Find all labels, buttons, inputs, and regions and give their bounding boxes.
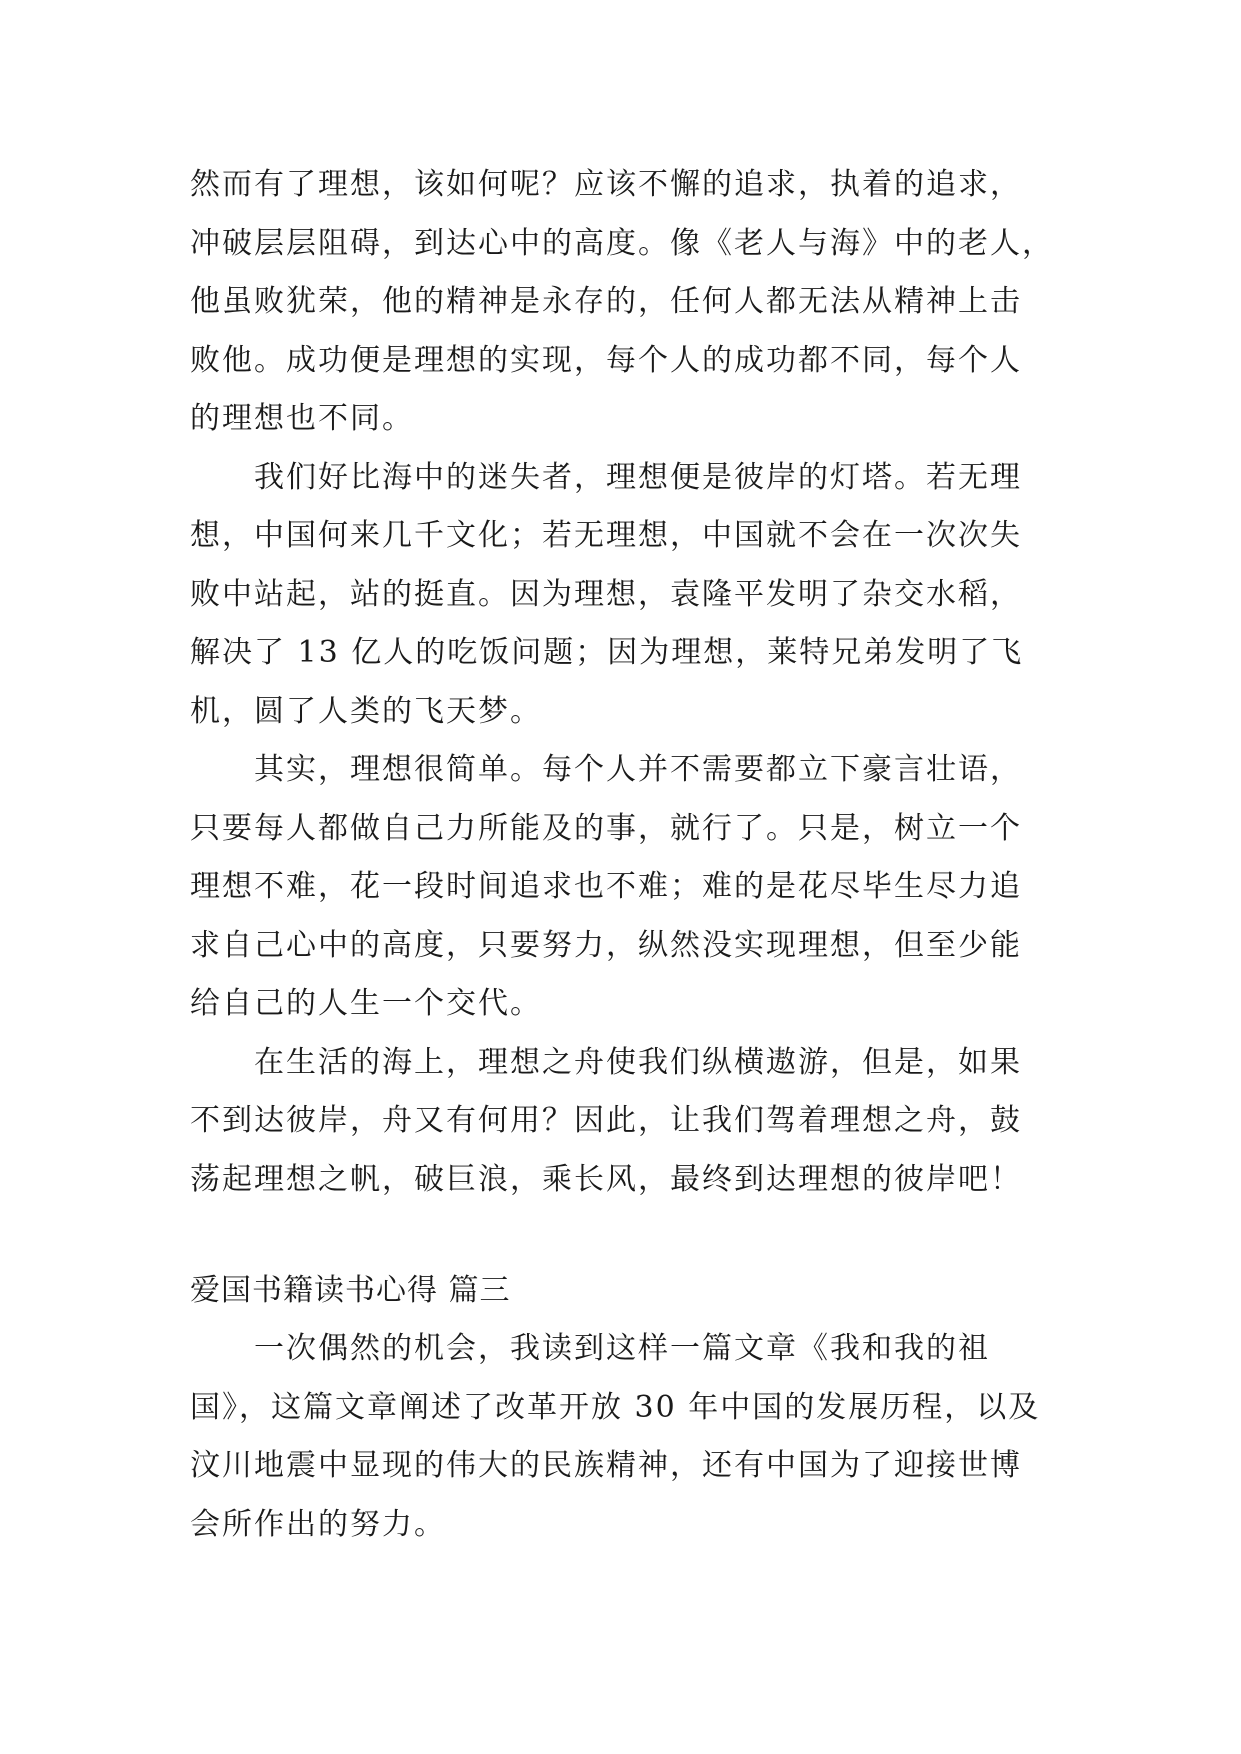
text-line: 在生活的海上，理想之舟使我们纵横遨游，但是，如果 bbox=[190, 1044, 1022, 1080]
text-line: 冲破层层阻碍，到达心中的高度。像《老人与海》中的老人， bbox=[190, 225, 1054, 261]
text-line: 然而有了理想，该如何呢？应该不懈的追求，执着的追求， bbox=[190, 167, 1022, 202]
text-line: 不到达彼岸，舟又有何用？因此，让我们驾着理想之舟，鼓 bbox=[190, 1103, 1022, 1138]
text-line: 败中站起，站的挺直。因为理想，袁隆平发明了杂交水稻， bbox=[190, 576, 1022, 612]
text-line: 求自己心中的高度，只要努力，纵然没实现理想，但至少能 bbox=[190, 927, 1022, 963]
text-line: 荡起理想之帆，破巨浪，乘长风，最终到达理想的彼岸吧！ bbox=[190, 1161, 1022, 1197]
text-line: 我们好比海中的迷失者，理想便是彼岸的灯塔。若无理 bbox=[190, 459, 1022, 495]
text-line: 其实，理想很简单。每个人并不需要都立下豪言壮语， bbox=[190, 752, 1022, 787]
text-line: 国》，这篇文章阐述了改革开放 30 年中国的发展历程，以及 bbox=[190, 1389, 1041, 1425]
text-line: 给自己的人生一个交代。 bbox=[190, 986, 542, 1021]
text-line: 想，中国何来几千文化；若无理想，中国就不会在一次次失 bbox=[190, 518, 1022, 553]
text-line: 一次偶然的机会，我读到这样一篇文章《我和我的祖 bbox=[190, 1331, 990, 1366]
text-line: 败他。成功便是理想的实现，每个人的成功都不同，每个人 bbox=[190, 342, 1022, 378]
text-line: 理想不难，花一段时间追求也不难；难的是花尽毕生尽力追 bbox=[190, 869, 1022, 904]
text-line: 他虽败犹荣，他的精神是永存的，任何人都无法从精神上击 bbox=[190, 284, 1022, 319]
body-text-part-1 bbox=[190, 156, 1070, 1209]
text-line: 汶川地震中显现的伟大的民族精神，还有中国为了迎接世博 bbox=[190, 1448, 1022, 1483]
text-line: 会所作出的努力。 bbox=[190, 1506, 446, 1542]
text-line: 只要每人都做自己力所能及的事，就行了。只是，树立一个 bbox=[190, 810, 1022, 846]
text-line: 的理想也不同。 bbox=[190, 401, 414, 436]
text-line: 解决了 13 亿人的吃饭问题；因为理想，莱特兄弟发明了飞 bbox=[190, 635, 1024, 670]
body-text-part-2 bbox=[190, 1320, 1070, 1554]
text-line: 机，圆了人类的飞天梦。 bbox=[190, 693, 542, 729]
section-heading: 爱国书籍读书心得 篇三 bbox=[190, 1273, 511, 1308]
